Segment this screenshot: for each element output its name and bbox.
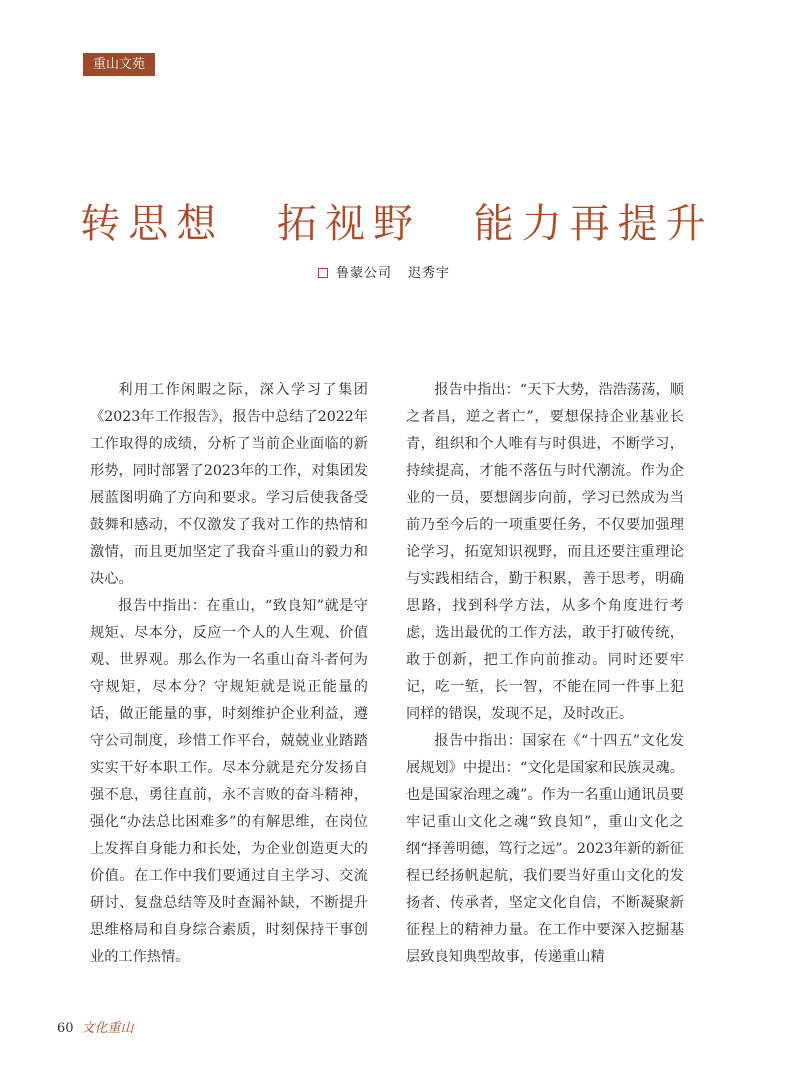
- paragraph: 报告中指出：“天下大势，浩浩荡荡，顺之者昌，逆之者亡”，要想保持企业基业长青，组织和个人唯有与时俱进，不断学习，持续提高，才能不落伍与时代潮流。作为企业的一员，要想阔步向前，学习已然成为当前乃至今后的一项重要任务，不仅要加强理论学习，拓宽知识视野，而且还要注重理论与实践相结合，勤于积累，善于思考，明确思路，找到科学方法，从多个角度进行考虑，选出最优的工作方法，敢于打破传统，敢于创新，把工作向前推动。同时还要牢记，吃一堑，长一智，不能在同一件事上犯同样的错误，发现不足，及时改正。: [406, 382, 684, 722]
- left-column: [90, 377, 368, 971]
- paragraph: 利用工作闲暇之际，深入学习了集团《2023年工作报告》，报告中总结了2022年工作取得的成绩，分析了当前企业面临的新形势，同时部署了2023年的工作，对集团发展蓝图明确了方向和要求。学习后使我备受鼓舞和感动，不仅激发了我对工作的热情和激情，而且更加坚定了我奋斗重山的毅力和决心。: [90, 382, 368, 587]
- right-column: [406, 377, 684, 971]
- byline-author: 迟秀宇: [408, 266, 451, 281]
- title-part-2: 拓视野: [277, 201, 421, 247]
- page-number: 60: [57, 1021, 74, 1036]
- byline: [318, 262, 450, 281]
- article-title: [0, 196, 794, 252]
- square-bullet-icon: [318, 268, 328, 278]
- title-part-3: 能力再提升: [473, 201, 714, 247]
- paragraph: 报告中指出：国家在《“十四五”文化发展规划》中提出：“文化是国家和民族灵魂。也是国家治理之魂”。作为一名重山通讯员要牢记重山文化之魂“致良知”，重山文化之纲“择善明德，笃行之远”。2023年新的新征程已经扬帆起航，我们要当好重山文化的发扬者、传承者，坚定文化自信，不断凝聚新征程上的精神力量。在工作中要深入挖掘基层致良知典型故事，传递重山精: [406, 733, 684, 965]
- page-footer: [57, 1017, 134, 1036]
- section-tag: 重山文苑: [83, 53, 155, 76]
- paragraph: 报告中指出：在重山，“致良知”就是守规矩、尽本分，反应一个人的人生观、价值观、世界观。那么作为一名重山奋斗者何为守规矩，尽本分？守规矩就是说正能量的话，做正能量的事，时刻维护企业利益，遵守公司制度，珍惜工作平台，兢兢业业踏踏实实干好本职工作。尽本分就是充分发扬自强不息，勇往直前，永不言败的奋斗精神，强化“办法总比困难多”的有解思维，在岗位上发挥自身能力和长处，为企业创造更大的价值。在工作中我们要通过自主学习、交流研讨、复盘总结等及时查漏补缺，不断提升思维格局和自身综合素质，时刻保持干事创业的工作热情。: [90, 598, 368, 965]
- title-part-1: 转思想: [80, 201, 225, 247]
- byline-company: 鲁蒙公司: [336, 266, 393, 281]
- magazine-logo: 文化重山: [81, 1021, 134, 1036]
